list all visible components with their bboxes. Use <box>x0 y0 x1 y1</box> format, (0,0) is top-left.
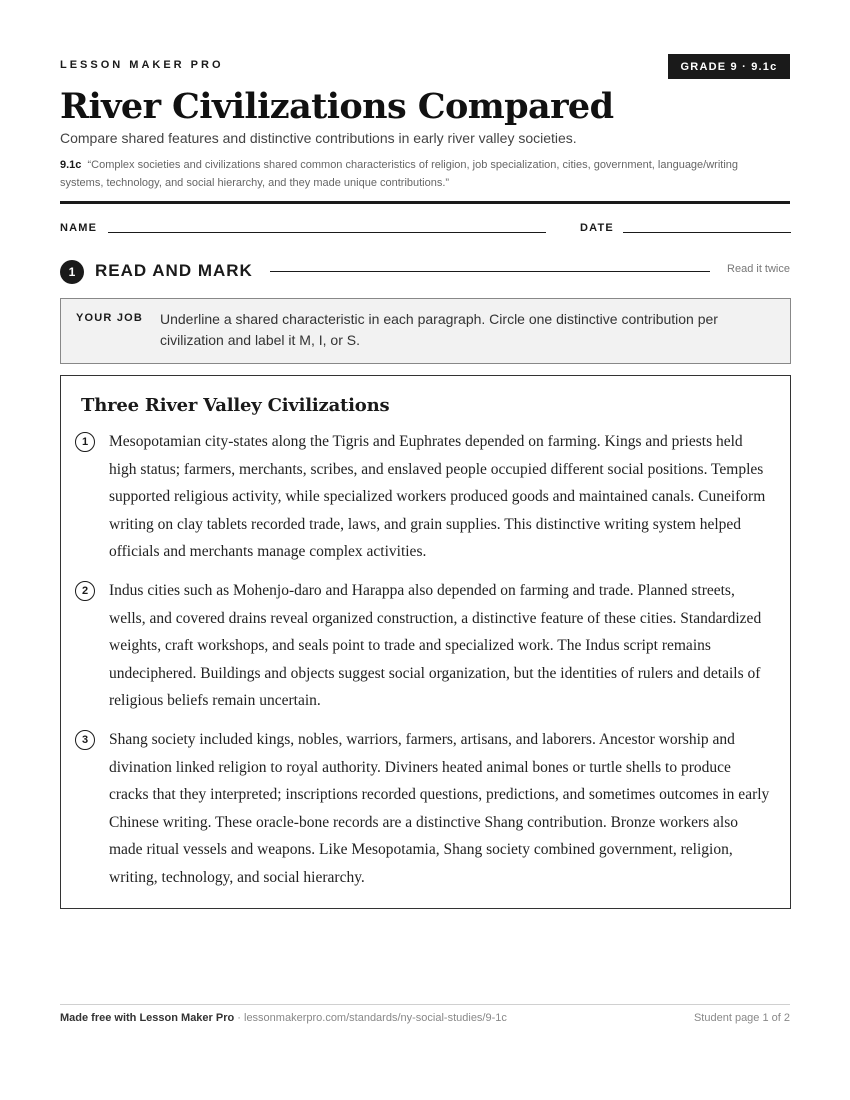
standard-statement <box>60 156 780 192</box>
paragraph-number: 2 <box>75 581 95 601</box>
section-title: READ AND MARK <box>95 261 253 280</box>
paragraph-text: Indus cities such as Mohenjo-daro and Harappa also depended on farming and trade. Planned streets, wells, and covered drains reveal organized construction, a distinctive feature of these cities. Standardized weights, craft workshops, and seals point to trade and specialized work. The Indus script remains undeciphered. Buildings and objects suggest social organization, but the identities of rulers and details of religious beliefs remain uncertain. <box>109 582 762 710</box>
section-hint: Read it twice <box>727 263 790 275</box>
page-title: River Civilizations Compared <box>60 86 614 127</box>
footer-separator: · <box>234 1012 244 1024</box>
footer-url[interactable]: lessonmakerpro.com/standards/ny-social-studies/9-1c <box>244 1012 507 1024</box>
instructions-label: YOUR JOB <box>76 312 144 324</box>
section-divider <box>270 271 710 272</box>
header-divider <box>60 201 790 204</box>
paragraph-number: 3 <box>75 730 95 750</box>
date-field[interactable] <box>623 232 791 233</box>
grade-badge: GRADE 9 · 9.1c <box>668 54 790 79</box>
passage-title: Three River Valley Civilizations <box>81 395 390 416</box>
instructions-box <box>60 298 791 364</box>
standard-code: 9.1c <box>60 159 82 171</box>
brand-name: LESSON MAKER PRO <box>60 59 224 71</box>
footer-page-number: Student page 1 of 2 <box>693 1012 790 1024</box>
paragraph-text: Mesopotamian city-states along the Tigris and Euphrates depended on farming. Kings and priests held high status; farmers, merchants, scribes, and enslaved people occupied different social positions. Temples supported religious activity, while specialized workers produced goods and maintained canals. Cuneiform writing on clay tablets recorded trade, laws, and grain supplies. This distinctive writing system helped officials and merchants manage complex activities. <box>109 433 766 561</box>
footer-divider <box>60 1004 790 1005</box>
section-number-badge: 1 <box>60 260 84 284</box>
footer-credit <box>60 1012 507 1024</box>
paragraph-text: Shang society included kings, nobles, warriors, farmers, artisans, and laborers. Ancestor worship and divination linked religion to royal authority. Diviners heated animal bones or turtle shells to produce cracks that they interpreted; inscriptions recorded questions, predictions, and sometimes outcomes in early Chinese writing. These oracle-bone records are a distinctive Shang contribution. Bronze workers also made ritual vessels and weapons. Like Mesopotamia, Shang society combined government, religion, writing, technology, and social hierarchy. <box>109 731 770 886</box>
footer-made-with: Made free with Lesson Maker Pro <box>60 1012 235 1024</box>
standard-text: “Complex societies and civilizations shared common characteristics of religion, job specialization, cities, government, language/writing systems, technology, and social hierarchy, and they made unique contributions.” <box>60 159 739 189</box>
reading-passage <box>60 375 791 909</box>
instructions-text: Underline a shared characteristic in each paragraph. Circle one distinctive contribution per civilization and label it M, I, or S. <box>160 311 718 348</box>
name-field[interactable] <box>108 232 546 233</box>
date-label: DATE <box>580 222 614 234</box>
paragraph-number: 1 <box>75 432 95 452</box>
name-label: NAME <box>60 222 98 234</box>
page-subtitle: Compare shared features and distinctive contributions in early river valley societies. <box>60 130 577 146</box>
